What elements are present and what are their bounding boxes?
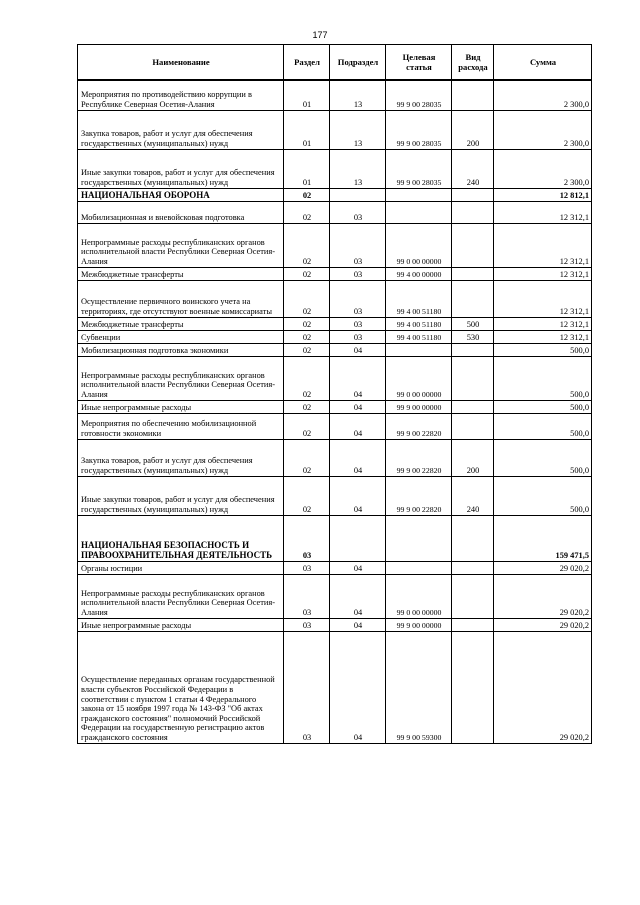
row-razdel: 02 xyxy=(284,267,330,280)
table-row xyxy=(78,476,592,515)
row-podrazdel: 03 xyxy=(330,330,386,343)
row-razdel: 01 xyxy=(284,149,330,188)
row-expense-type xyxy=(452,280,494,317)
row-razdel: 02 xyxy=(284,343,330,356)
row-target-article xyxy=(386,515,452,561)
row-expense-type: 530 xyxy=(452,330,494,343)
row-expense-type: 200 xyxy=(452,439,494,476)
table-header-row xyxy=(78,45,592,81)
row-name: НАЦИОНАЛЬНАЯ ОБОРОНА xyxy=(78,188,284,201)
row-podrazdel: 03 xyxy=(330,267,386,280)
row-expense-type xyxy=(452,400,494,413)
table-row xyxy=(78,574,592,618)
row-target-article: 99 9 00 28035 xyxy=(386,80,452,110)
row-expense-type xyxy=(452,618,494,631)
row-name: Органы юстиции xyxy=(78,561,284,574)
row-target-article: 99 9 00 00000 xyxy=(386,618,452,631)
table-row xyxy=(78,561,592,574)
row-podrazdel: 03 xyxy=(330,317,386,330)
row-razdel: 02 xyxy=(284,400,330,413)
row-expense-type xyxy=(452,188,494,201)
row-name: Иные непрограммные расходы xyxy=(78,618,284,631)
row-razdel: 03 xyxy=(284,631,330,743)
row-sum: 29 020,2 xyxy=(494,618,592,631)
row-name: Иные закупки товаров, работ и услуг для обеспечения государственных (муниципальных) нужд xyxy=(78,149,284,188)
row-razdel: 02 xyxy=(284,201,330,223)
row-name: НАЦИОНАЛЬНАЯ БЕЗОПАСНОСТЬ И ПРАВООХРАНИТЕЛЬНАЯ ДЕЯТЕЛЬНОСТЬ xyxy=(78,515,284,561)
table-row xyxy=(78,343,592,356)
row-sum: 12 312,1 xyxy=(494,201,592,223)
row-target-article: 99 9 00 28035 xyxy=(386,149,452,188)
table-row xyxy=(78,515,592,561)
row-sum: 12 312,1 xyxy=(494,330,592,343)
row-expense-type xyxy=(452,201,494,223)
row-sum: 12 812,1 xyxy=(494,188,592,201)
row-name: Непрограммные расходы республиканских органов исполнительной власти Республики Северная Осетия-Алания xyxy=(78,356,284,400)
table-row xyxy=(78,356,592,400)
budget-table xyxy=(77,44,592,744)
row-sum: 500,0 xyxy=(494,400,592,413)
table-row xyxy=(78,80,592,110)
row-name: Мобилизационная и вневойсковая подготовка xyxy=(78,201,284,223)
row-name: Иные непрограммные расходы xyxy=(78,400,284,413)
row-razdel: 03 xyxy=(284,618,330,631)
row-expense-type: 500 xyxy=(452,317,494,330)
row-name: Непрограммные расходы республиканских органов исполнительной власти Республики Северная Осетия-Алания xyxy=(78,574,284,618)
table-row xyxy=(78,618,592,631)
row-name: Иные закупки товаров, работ и услуг для обеспечения государственных (муниципальных) нужд xyxy=(78,476,284,515)
table-row xyxy=(78,413,592,439)
header-sum: Сумма xyxy=(494,45,592,81)
row-name: Мероприятия по противодействию коррупции в Республике Северная Осетия-Алания xyxy=(78,80,284,110)
row-sum: 500,0 xyxy=(494,356,592,400)
header-podrazdel: Подраздел xyxy=(330,45,386,81)
row-podrazdel: 04 xyxy=(330,413,386,439)
row-expense-type xyxy=(452,413,494,439)
row-podrazdel: 04 xyxy=(330,343,386,356)
table-row xyxy=(78,631,592,743)
row-razdel: 02 xyxy=(284,413,330,439)
row-target-article: 99 9 00 28035 xyxy=(386,110,452,149)
row-podrazdel: 04 xyxy=(330,476,386,515)
table-row xyxy=(78,439,592,476)
row-name: Мероприятия по обеспечению мобилизационной готовности экономики xyxy=(78,413,284,439)
row-podrazdel: 03 xyxy=(330,223,386,267)
row-expense-type xyxy=(452,80,494,110)
row-sum: 12 312,1 xyxy=(494,223,592,267)
table-row xyxy=(78,201,592,223)
row-expense-type xyxy=(452,267,494,280)
row-podrazdel: 03 xyxy=(330,280,386,317)
table-row xyxy=(78,223,592,267)
row-sum: 12 312,1 xyxy=(494,267,592,280)
row-sum: 500,0 xyxy=(494,343,592,356)
row-razdel: 01 xyxy=(284,80,330,110)
row-name: Закупка товаров, работ и услуг для обеспечения государственных (муниципальных) нужд xyxy=(78,110,284,149)
row-podrazdel xyxy=(330,188,386,201)
row-expense-type xyxy=(452,343,494,356)
row-razdel: 02 xyxy=(284,223,330,267)
row-target-article: 99 4 00 51180 xyxy=(386,317,452,330)
row-sum: 2 300,0 xyxy=(494,149,592,188)
row-name: Осуществление переданных органам государственной власти субъектов Российской Федерации в соответствии с пунктом 1 статьи 4 Федерального закона от 15 ноября 1997 года № 143-ФЗ "Об актах гражданского состояния" полномочий Российской Федерации на государственную регистрацию актов гражданского состояния xyxy=(78,631,284,743)
row-sum: 159 471,5 xyxy=(494,515,592,561)
table-row xyxy=(78,110,592,149)
row-podrazdel: 04 xyxy=(330,618,386,631)
row-name: Межбюджетные трансферты xyxy=(78,267,284,280)
row-razdel: 03 xyxy=(284,515,330,561)
row-podrazdel: 04 xyxy=(330,356,386,400)
row-target-article: 99 9 00 00000 xyxy=(386,400,452,413)
row-podrazdel: 04 xyxy=(330,631,386,743)
table-row xyxy=(78,188,592,201)
row-expense-type xyxy=(452,574,494,618)
row-name: Мобилизационная подготовка экономики xyxy=(78,343,284,356)
row-razdel: 03 xyxy=(284,574,330,618)
row-name: Межбюджетные трансферты xyxy=(78,317,284,330)
table-row xyxy=(78,267,592,280)
row-target-article xyxy=(386,201,452,223)
row-target-article: 99 9 00 22820 xyxy=(386,476,452,515)
row-target-article: 99 0 00 00000 xyxy=(386,223,452,267)
row-sum: 500,0 xyxy=(494,476,592,515)
row-expense-type: 240 xyxy=(452,149,494,188)
row-name: Непрограммные расходы республиканских органов исполнительной власти Республики Северная Осетия-Алания xyxy=(78,223,284,267)
row-name: Осуществление первичного воинского учета на территориях, где отсутствуют военные комиссариаты xyxy=(78,280,284,317)
row-podrazdel xyxy=(330,515,386,561)
row-sum: 500,0 xyxy=(494,413,592,439)
row-podrazdel: 13 xyxy=(330,80,386,110)
row-razdel: 01 xyxy=(284,110,330,149)
row-podrazdel: 13 xyxy=(330,149,386,188)
row-expense-type xyxy=(452,631,494,743)
row-razdel: 02 xyxy=(284,356,330,400)
row-target-article: 99 0 00 00000 xyxy=(386,356,452,400)
table-row xyxy=(78,149,592,188)
table-row xyxy=(78,400,592,413)
row-expense-type xyxy=(452,515,494,561)
header-razdel: Раздел xyxy=(284,45,330,81)
row-target-article: 99 4 00 51180 xyxy=(386,330,452,343)
page-number: 177 xyxy=(312,30,328,40)
row-expense-type xyxy=(452,356,494,400)
row-target-article: 99 4 00 00000 xyxy=(386,267,452,280)
row-expense-type: 200 xyxy=(452,110,494,149)
row-razdel: 02 xyxy=(284,188,330,201)
row-razdel: 02 xyxy=(284,439,330,476)
row-target-article: 99 9 00 22820 xyxy=(386,439,452,476)
row-podrazdel: 04 xyxy=(330,574,386,618)
row-sum: 29 020,2 xyxy=(494,631,592,743)
row-name: Субвенции xyxy=(78,330,284,343)
row-podrazdel: 04 xyxy=(330,561,386,574)
row-sum: 29 020,2 xyxy=(494,561,592,574)
table-row xyxy=(78,280,592,317)
row-expense-type xyxy=(452,561,494,574)
row-name: Закупка товаров, работ и услуг для обеспечения государственных (муниципальных) нужд xyxy=(78,439,284,476)
row-expense-type: 240 xyxy=(452,476,494,515)
row-sum: 2 300,0 xyxy=(494,80,592,110)
row-target-article xyxy=(386,188,452,201)
row-target-article xyxy=(386,561,452,574)
row-razdel: 02 xyxy=(284,476,330,515)
table-row xyxy=(78,317,592,330)
row-target-article xyxy=(386,343,452,356)
row-sum: 2 300,0 xyxy=(494,110,592,149)
row-razdel: 02 xyxy=(284,280,330,317)
row-razdel: 03 xyxy=(284,561,330,574)
row-expense-type xyxy=(452,223,494,267)
row-target-article: 99 9 00 22820 xyxy=(386,413,452,439)
row-podrazdel: 03 xyxy=(330,201,386,223)
row-podrazdel: 13 xyxy=(330,110,386,149)
row-razdel: 02 xyxy=(284,330,330,343)
row-target-article: 99 0 00 00000 xyxy=(386,574,452,618)
row-sum: 12 312,1 xyxy=(494,280,592,317)
row-target-article: 99 4 00 51180 xyxy=(386,280,452,317)
table-row xyxy=(78,330,592,343)
row-sum: 12 312,1 xyxy=(494,317,592,330)
row-sum: 29 020,2 xyxy=(494,574,592,618)
row-target-article: 99 9 00 59300 xyxy=(386,631,452,743)
header-target-article: Целевая статья xyxy=(386,45,452,81)
row-podrazdel: 04 xyxy=(330,400,386,413)
row-sum: 500,0 xyxy=(494,439,592,476)
row-razdel: 02 xyxy=(284,317,330,330)
header-name: Наименование xyxy=(78,45,284,81)
header-expense-type: Вид расхода xyxy=(452,45,494,81)
row-podrazdel: 04 xyxy=(330,439,386,476)
